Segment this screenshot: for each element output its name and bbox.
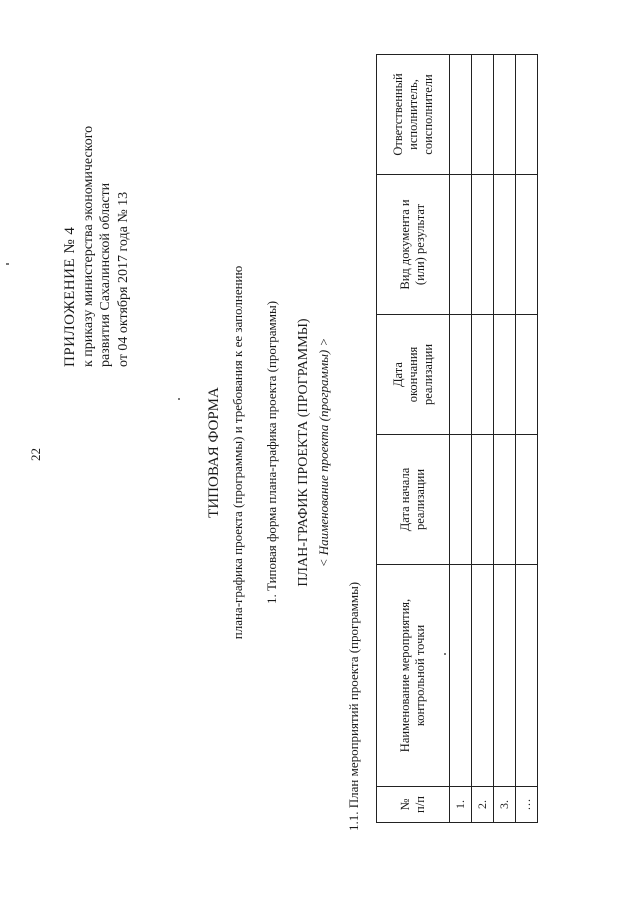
table-cell xyxy=(494,55,516,175)
scan-mark xyxy=(444,653,446,655)
table-cell xyxy=(516,55,538,175)
table-row xyxy=(494,55,516,823)
plan-name-placeholder: < Наименование проекта (программы) > xyxy=(316,337,331,568)
header-event-name: Наименование мероприятия, контрольной точки xyxy=(377,565,450,787)
table-cell xyxy=(450,175,472,315)
table-cell xyxy=(472,565,494,787)
table-cell xyxy=(494,565,516,787)
row-number: 1. xyxy=(450,787,472,823)
table-cell xyxy=(450,55,472,175)
table-cell xyxy=(494,175,516,315)
table-cell xyxy=(472,315,494,435)
header-number: № п/п xyxy=(377,787,450,823)
table-cell xyxy=(472,175,494,315)
scan-mark xyxy=(178,398,180,400)
form-subtitle: плана-графика проекта (программы) и требования к ее заполнению xyxy=(230,265,245,640)
table-cell xyxy=(516,175,538,315)
row-number: … xyxy=(516,787,538,823)
header-end-date: Дата окончания реализации xyxy=(377,315,450,435)
table-cell xyxy=(494,315,516,435)
table-cell xyxy=(472,55,494,175)
page-number: 22 xyxy=(28,448,43,461)
events-table xyxy=(376,54,538,823)
row-number: 3. xyxy=(494,787,516,823)
table-cell xyxy=(516,565,538,787)
plan-title: ПЛАН-ГРАФИК ПРОЕКТА (ПРОГРАММЫ) xyxy=(296,318,311,587)
section-heading: 1. Типовая форма плана-графика проекта (программы) xyxy=(264,300,279,605)
table-cell xyxy=(516,315,538,435)
table-cell xyxy=(450,435,472,565)
header-document-type: Вид документа и (или) результат xyxy=(377,175,450,315)
appendix-line: развития Сахалинской области xyxy=(98,182,113,367)
header-start-date: Дата начала реализации xyxy=(377,435,450,565)
table-row xyxy=(472,55,494,823)
row-number: 2. xyxy=(472,787,494,823)
table-header-row xyxy=(377,55,450,823)
scan-mark xyxy=(6,263,9,265)
appendix-header xyxy=(62,126,132,367)
appendix-title: ПРИЛОЖЕНИЕ № 4 xyxy=(62,226,78,367)
header-responsible: Ответственный исполнитель, соисполнители xyxy=(377,55,450,175)
table-cell xyxy=(450,315,472,435)
table-cell xyxy=(494,435,516,565)
table-cell xyxy=(450,565,472,787)
form-title: ТИПОВАЯ ФОРМА xyxy=(206,387,222,518)
appendix-line: к приказу министерства экономического xyxy=(80,125,96,367)
table-cell xyxy=(472,435,494,565)
appendix-line: от 04 октября 2017 года № 13 xyxy=(115,191,131,367)
table-cell xyxy=(516,435,538,565)
table-row xyxy=(516,55,538,823)
table-row xyxy=(450,55,472,823)
events-heading: 1.1. План мероприятий проекта (программы) xyxy=(346,581,361,831)
